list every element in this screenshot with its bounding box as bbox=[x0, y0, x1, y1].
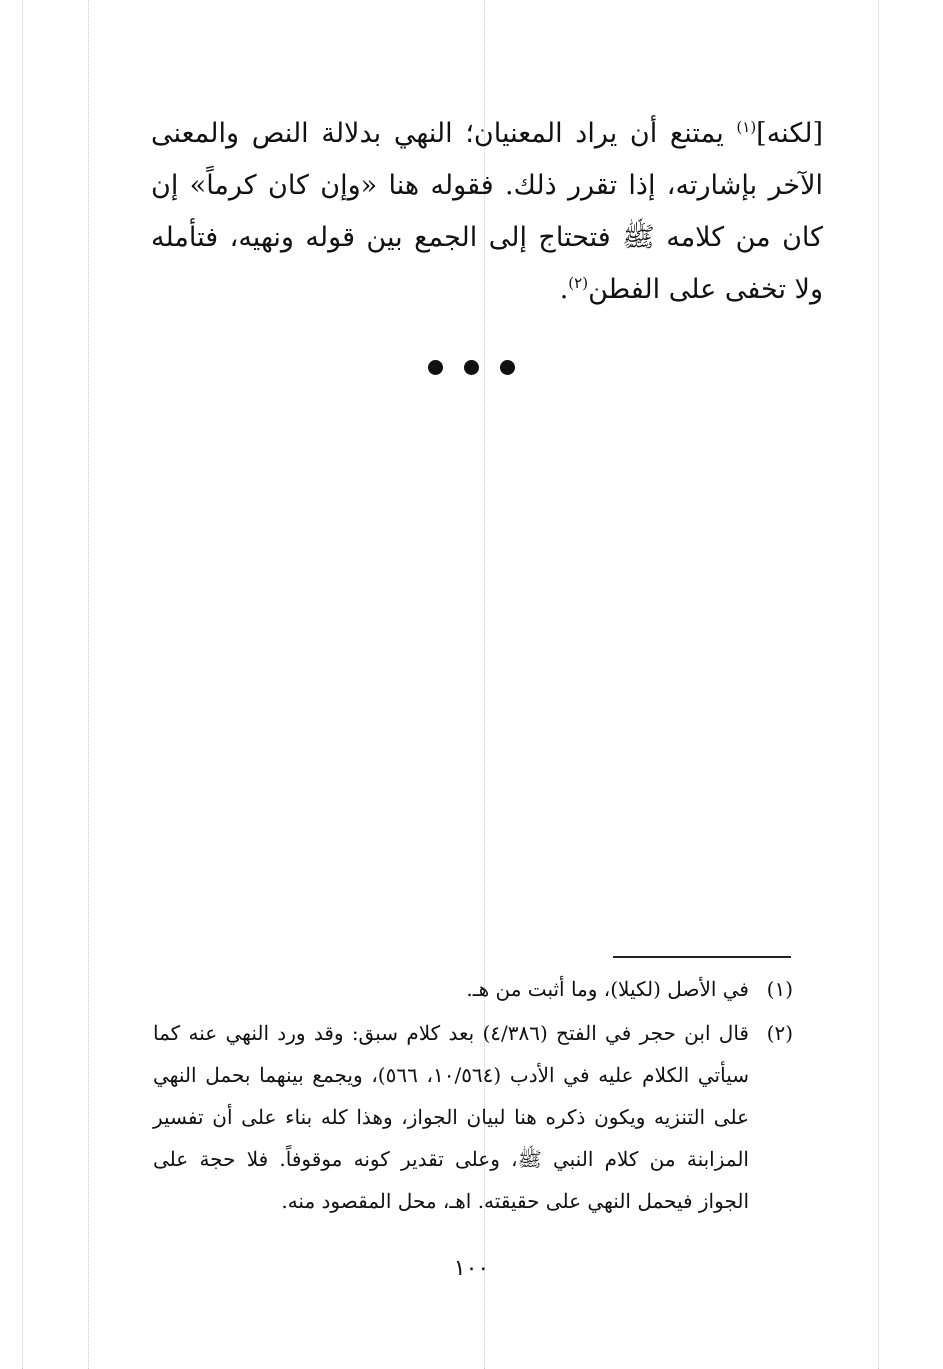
section-separator bbox=[0, 360, 943, 379]
scan-artifact-line bbox=[22, 0, 23, 1369]
footnote-divider bbox=[613, 956, 791, 958]
footnote-text: قال ابن حجر في الفتح (٤/٣٨٦) بعد كلام سبق: وقد ورد النهي عنه كما سيأتي الكلام عليه في الأدب (١٠/٥٦٤، ٥٦٦)، ويجمع بينهما بحمل النهي على التنزيه ويكون ذكره هنا لبيان الجواز، وهذا كله بناء على أن تفسير المزابنة من كلام النبي ﷺ، وعلى تقدير كونه موقوفاً. فلا حجة على الجواز فيحمل النهي على حقيقته. اهـ، محل المقصود منه. bbox=[153, 1021, 749, 1213]
main-paragraph bbox=[151, 108, 823, 316]
footnotes bbox=[153, 968, 793, 1224]
footnote-2 bbox=[153, 1012, 793, 1222]
page-number: ١٠٠ bbox=[453, 1256, 490, 1281]
scan-artifact-line bbox=[88, 0, 89, 1369]
footnote-ref-1[interactable]: (١) bbox=[736, 118, 757, 136]
separator-dot bbox=[464, 360, 479, 375]
footnote-text: في الأصل (لكيلا)، وما أثبت من هـ. bbox=[466, 977, 749, 1001]
main-text-segment: . bbox=[559, 274, 569, 305]
footnote-number: (٢) bbox=[766, 1021, 793, 1045]
scan-artifact-line bbox=[878, 0, 879, 1369]
footnote-ref-2[interactable]: (٢) bbox=[568, 274, 589, 292]
footnote-number: (١) bbox=[766, 977, 793, 1001]
main-text-segment: يمتنع أن يراد المعنيان؛ النهي بدلالة النص والمعنى الآخر بإشارته، إذا تقرر ذلك. فقوله هنا «وإن كان كرماً» إن كان من كلامه ﷺ فتحتاج إلى الجمع بين قوله ونهيه، فتأمله ولا تخفى على الفطن bbox=[151, 118, 823, 305]
footnote-1 bbox=[153, 968, 793, 1010]
separator-dot bbox=[428, 360, 443, 375]
main-text-segment: [لكنه] bbox=[756, 118, 823, 149]
separator-dot bbox=[500, 360, 515, 375]
